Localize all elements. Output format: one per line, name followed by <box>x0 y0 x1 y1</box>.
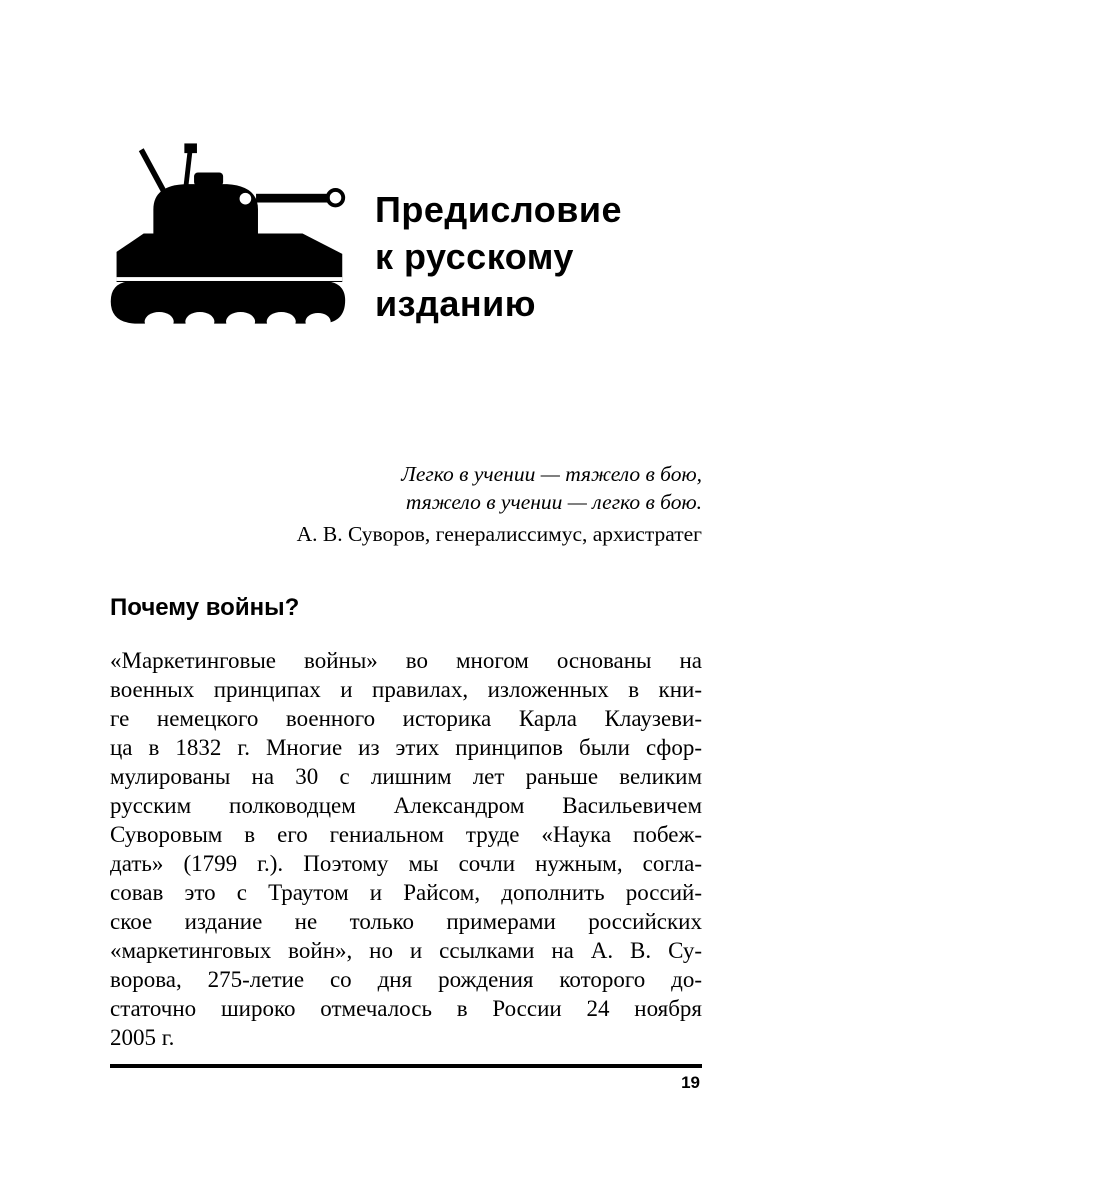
body-line: «Маркетинговые войны» во многом основаны на <box>110 648 702 673</box>
body-line: русским полководцем Александром Васильевичем <box>110 793 702 818</box>
body-line: Суворовым в его гениальном труде «Наука побеж- <box>110 822 702 847</box>
body-line: статочно широко отмечалось в России 24 ноября <box>110 996 702 1021</box>
body-line: совав это с Траутом и Райсом, дополнить россий- <box>110 880 702 905</box>
body-line: ца в 1832 г. Многие из этих принципов были сфор- <box>110 735 702 760</box>
epigraph-line: Легко в учении — тяжело в бою, <box>401 462 702 486</box>
body-text <box>110 646 702 1052</box>
chapter-title <box>375 186 622 327</box>
body-line: 2005 г. <box>110 1025 175 1050</box>
chapter-title-line: к русскому <box>375 236 574 277</box>
chapter-title-line: Предисловие <box>375 189 623 230</box>
section-heading: Почему войны? <box>110 594 300 621</box>
footer-rule <box>110 1064 702 1068</box>
body-line: дать» (1799 г.). Поэтому мы сочли нужным, согла- <box>110 851 702 876</box>
body-line: ге немецкого военного историка Карла Клаузеви- <box>110 706 702 731</box>
body-line: военных принципах и правилах, изложенных в кни- <box>110 677 702 702</box>
body-line: ское издание не только примерами российских <box>110 909 702 934</box>
page-number: 19 <box>681 1073 700 1092</box>
body-line: «маркетинговых войн», но и ссылками на А. В. Су- <box>110 938 702 963</box>
epigraph-line: тяжело в учении — легко в бою. <box>405 490 702 514</box>
body-line: мулированы на 30 с лишним лет раньше великим <box>110 764 702 789</box>
tank-icon <box>103 138 350 330</box>
tank-icon-graphic <box>103 138 350 330</box>
chapter-title-line: изданию <box>375 283 537 324</box>
epigraph-attribution: А. В. Суворов, генералиссимус, архистратег <box>296 522 702 546</box>
body-line: ворова, 275-летие со дня рождения которого до- <box>110 967 702 992</box>
epigraph <box>110 460 702 548</box>
